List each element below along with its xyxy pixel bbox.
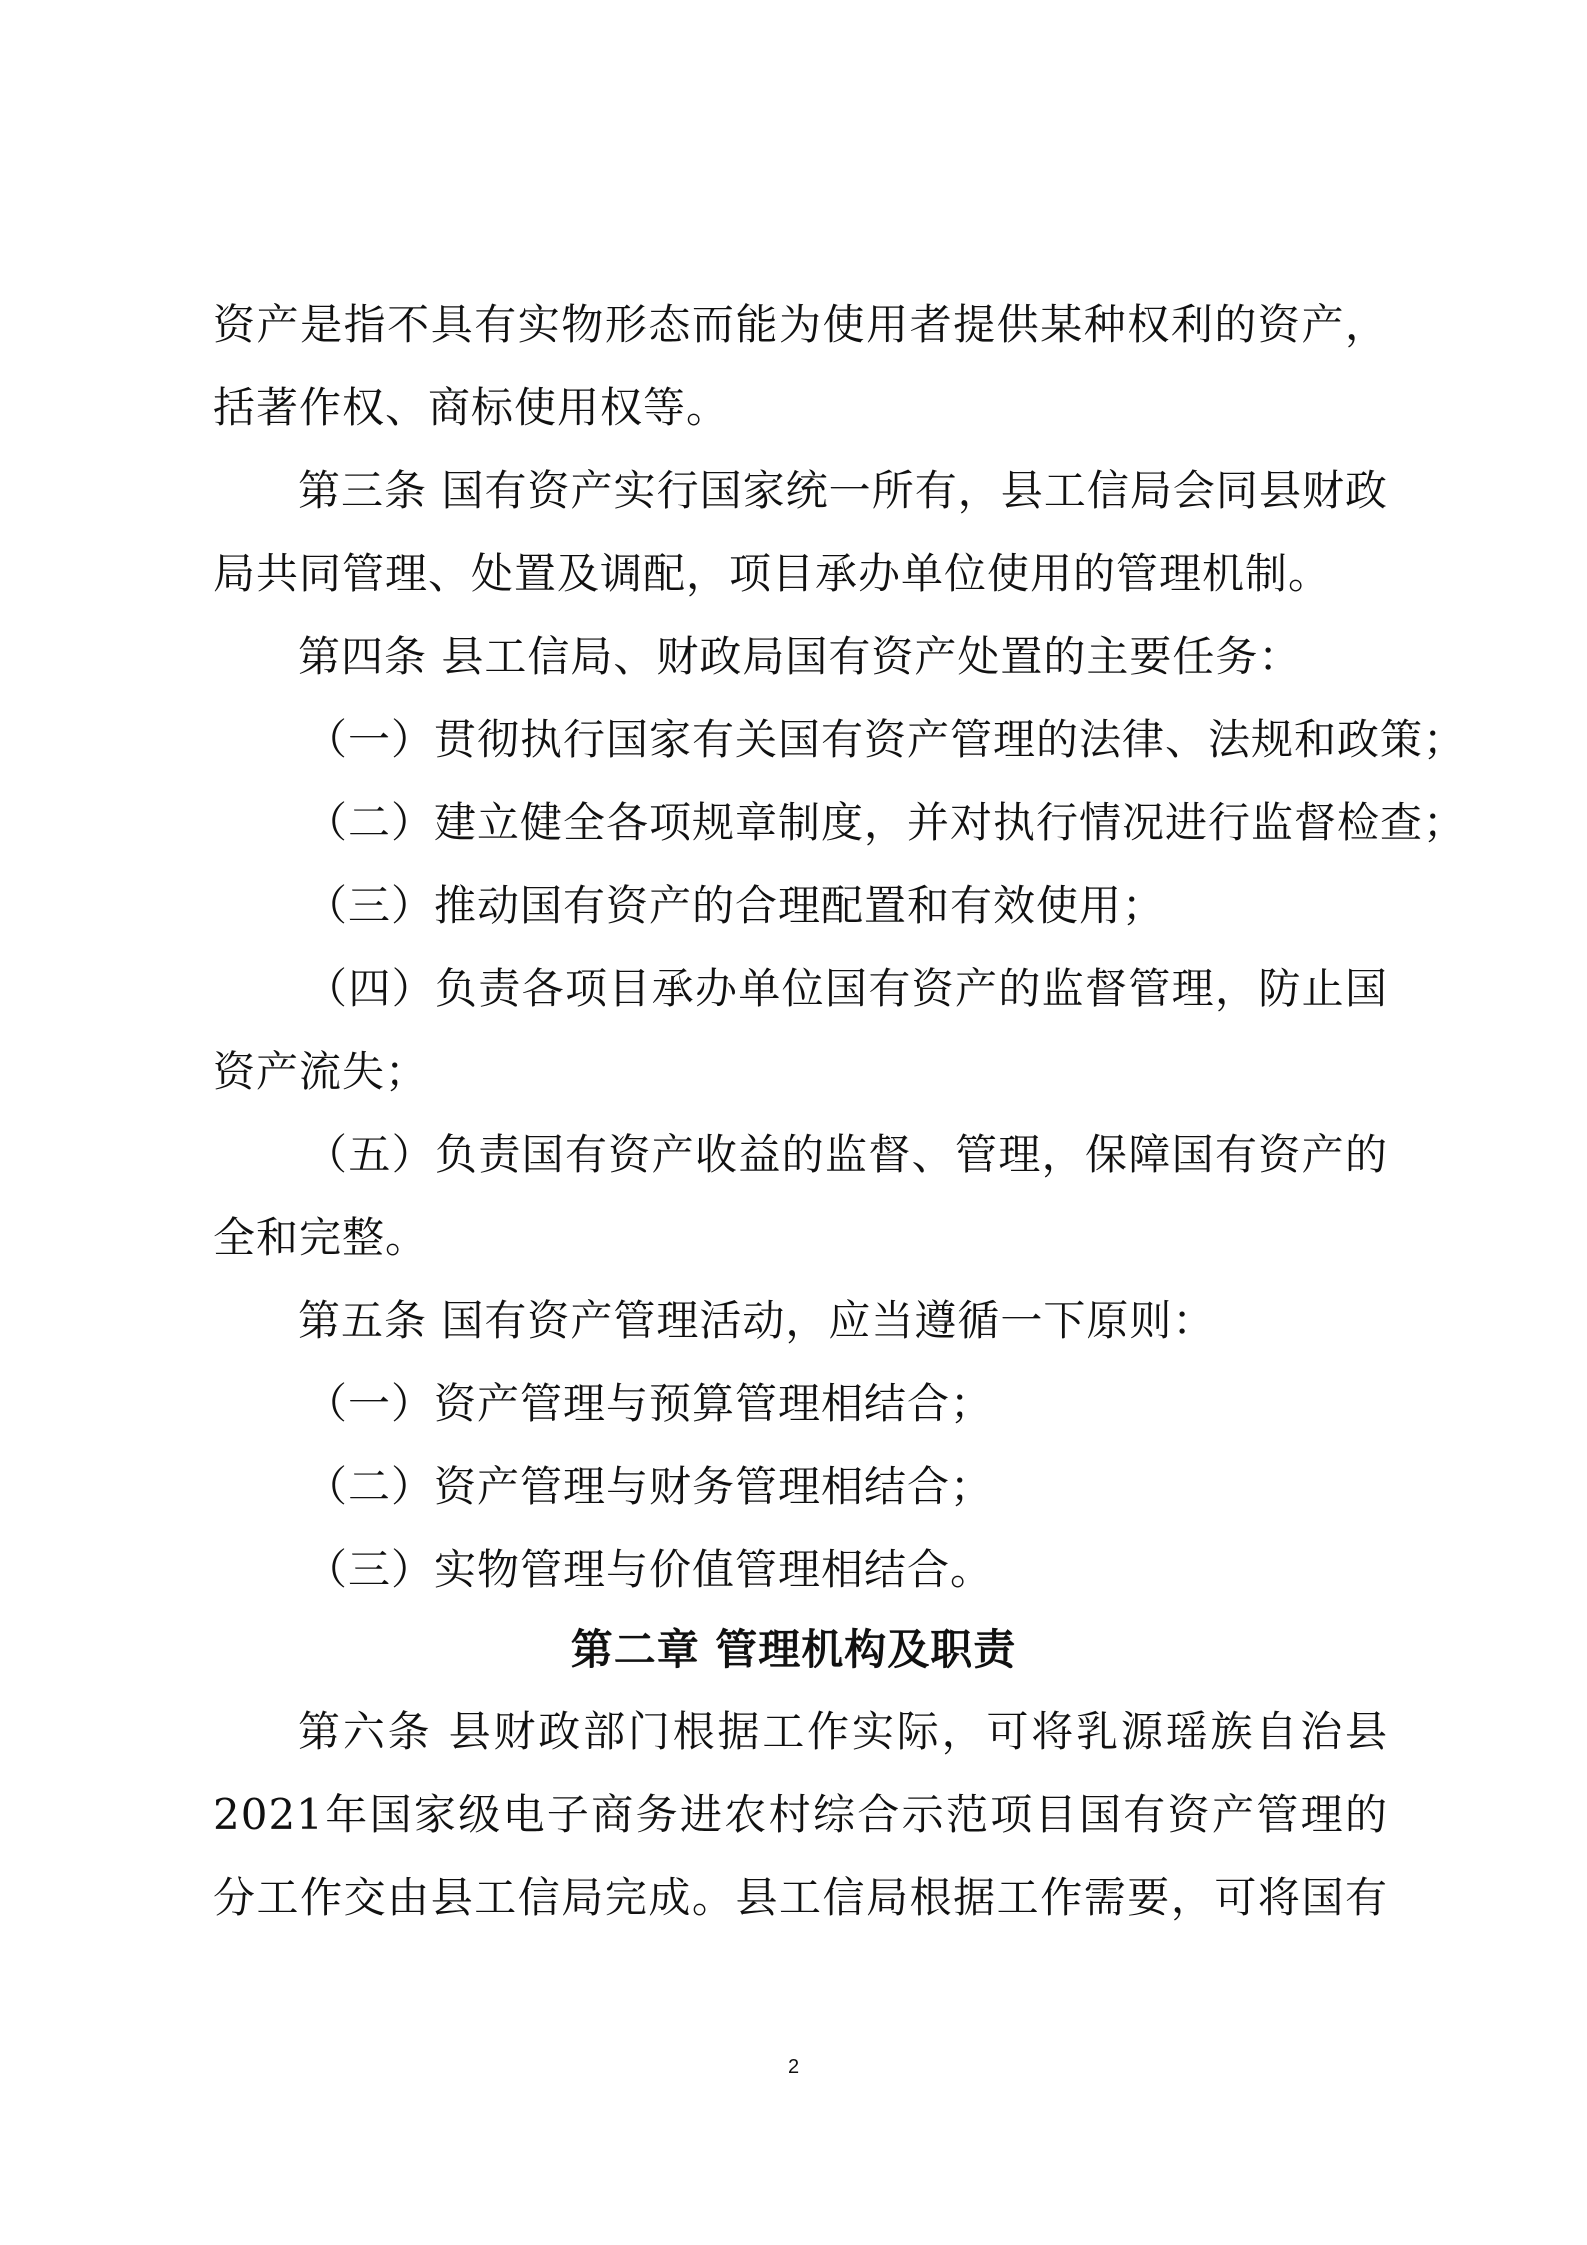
article-4-line: 第四条 县工信局、财政局国有资产处置的主要任务： bbox=[298, 632, 1302, 681]
list-item: （四）负责各项目承办单位国有资产的监督管理，防止国 bbox=[305, 964, 1388, 1013]
list-item: （三）推动国有资产的合理配置和有效使用； bbox=[305, 881, 1166, 930]
article-3-line: 局共同管理、处置及调配，项目承办单位使用的管理机制。 bbox=[213, 549, 1332, 598]
list-item: （二）资产管理与财务管理相结合； bbox=[305, 1462, 994, 1511]
chapter-heading: 第二章 管理机构及职责 bbox=[570, 1625, 1017, 1674]
article-6-line: 2021年国家级电子商务进农村综合示范项目国有资产管理的 bbox=[213, 1790, 1388, 1839]
list-item: （二）建立健全各项规章制度，并对执行情况进行监督检查； bbox=[305, 798, 1467, 847]
article-3-line: 第三条 国有资产实行国家统一所有，县工信局会同县财政 bbox=[298, 466, 1388, 515]
list-item: （一）贯彻执行国家有关国有资产管理的法律、法规和政策； bbox=[305, 715, 1467, 764]
text-line: 括著作权、商标使用权等。 bbox=[213, 383, 730, 432]
article-6-line: 第六条 县财政部门根据工作实际，可将乳源瑶族自治县 bbox=[298, 1707, 1388, 1756]
article-5-line: 第五条 国有资产管理活动，应当遵循一下原则： bbox=[298, 1296, 1216, 1345]
list-item: （一）资产管理与预算管理相结合； bbox=[305, 1379, 994, 1428]
page-number: 2 bbox=[787, 2056, 800, 2078]
list-item-continuation: 资产流失； bbox=[213, 1047, 429, 1096]
article-6-line: 分工作交由县工信局完成。县工信局根据工作需要，可将国有 bbox=[213, 1873, 1388, 1922]
list-item-continuation: 全和完整。 bbox=[213, 1213, 429, 1262]
text-line: 资产是指不具有实物形态而能为使用者提供某种权利的资产， bbox=[213, 300, 1388, 349]
list-item: （三）实物管理与价值管理相结合。 bbox=[305, 1545, 994, 1594]
list-item: （五）负责国有资产收益的监督、管理，保障国有资产的 bbox=[305, 1130, 1388, 1179]
